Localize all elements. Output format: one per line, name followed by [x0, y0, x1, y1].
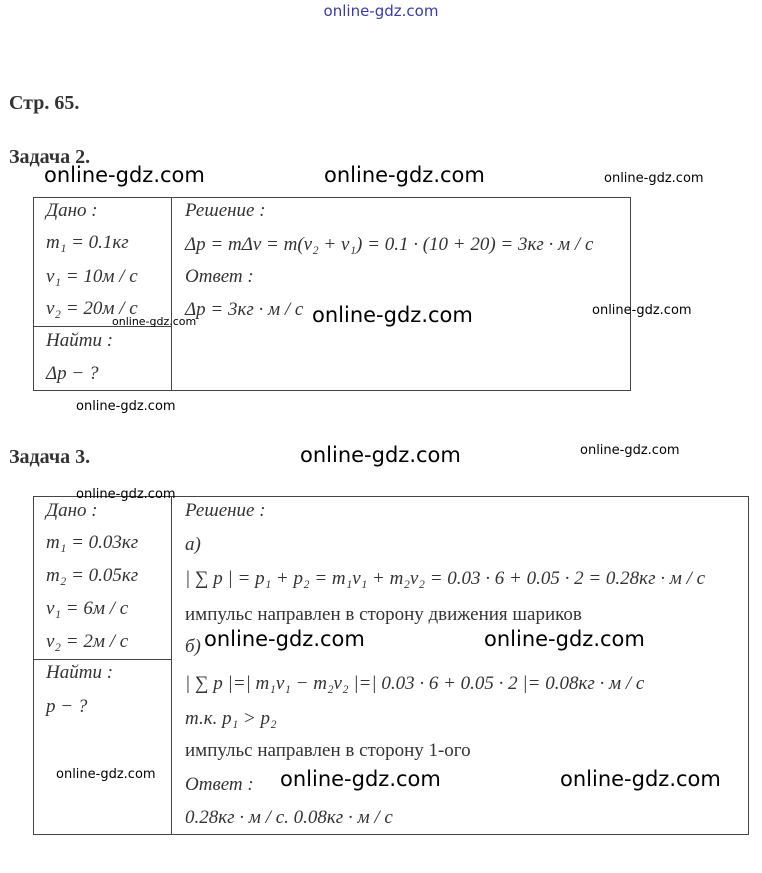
task3-answer: 0.28кг · м / с. 0.08кг · м / с: [185, 807, 393, 828]
task2-solution-formula: Δp = mΔv = m(v₂ + v₁) = 0.1 · (10 + 20) = 3кг · м / с: [185, 234, 594, 255]
watermark: online-gdz.com: [280, 767, 441, 791]
task3-given-label: Дано :: [46, 500, 98, 521]
watermark: online-gdz.com: [580, 443, 680, 458]
watermark: online-gdz.com: [560, 767, 721, 791]
task3-given-m2: m₂ = 0.05кг: [46, 565, 139, 586]
task2-heading: Задача 2.: [9, 146, 91, 168]
watermark: online-gdz.com: [76, 399, 176, 414]
watermark: online-gdz.com: [484, 627, 645, 651]
watermark: online-gdz.com: [56, 767, 156, 782]
task3-solution-label: Решение :: [185, 500, 266, 521]
task3-given-v1: v₁ = 6м / с: [46, 598, 129, 619]
task3-formula-a: | ∑ p | = p₁ + p₂ = m₁v₁ + m₂v₂ = 0.03 · 6 + 0.05 · 2 = 0.28кг · м / с: [185, 568, 706, 589]
task3-note-b: импульс направлен в сторону 1-ого: [185, 740, 471, 761]
task3-part-b: б): [185, 636, 201, 657]
task3-given-m1: m₁ = 0.03кг: [46, 532, 139, 553]
task2-find: Δp − ?: [46, 363, 99, 384]
task3-find: p − ?: [46, 696, 88, 717]
watermark: online-gdz.com: [312, 303, 473, 327]
watermark: online-gdz.com: [300, 443, 461, 467]
watermark: online-gdz.com: [76, 487, 176, 502]
watermark: online-gdz.com: [592, 303, 692, 318]
task2-given-m1: m₁ = 0.1кг: [46, 232, 129, 253]
task2-solution-label: Решение :: [185, 200, 266, 221]
task3-find-cell: [33, 659, 172, 835]
task3-note-a: импульс направлен в сторону движения шариков: [185, 604, 582, 625]
task3-heading: Задача 3.: [9, 446, 91, 468]
task2-find-label: Найти :: [46, 330, 114, 351]
page-label: Стр. 65.: [9, 92, 80, 114]
watermark: online-gdz.com: [604, 171, 704, 186]
task3-formula-b: | ∑ p |=| m₁v₁ − m₂v₂ |=| 0.03 · 6 + 0.05 · 2 |= 0.08кг · м / с: [185, 673, 645, 694]
task3-find-label: Найти :: [46, 662, 114, 683]
task2-answer-label: Ответ :: [185, 266, 254, 287]
task2-given-v1: v₁ = 10м / с: [46, 266, 138, 287]
watermark: online-gdz.com: [44, 163, 205, 187]
task3-condition-b: т.к. p₁ > p₂: [185, 708, 277, 729]
site-header-watermark: online-gdz.com: [323, 2, 439, 20]
task2-answer: Δp = 3кг · м / с: [185, 299, 304, 320]
watermark: online-gdz.com: [324, 163, 485, 187]
task3-part-a: а): [185, 534, 201, 555]
task3-given-v2: v₂ = 2м / с: [46, 631, 129, 652]
watermark: online-gdz.com: [112, 315, 197, 328]
task3-answer-label: Ответ :: [185, 774, 254, 795]
task2-given-v2: v₂ = 20м / с: [46, 298, 138, 319]
watermark: online-gdz.com: [204, 627, 365, 651]
task2-given-label: Дано :: [46, 200, 98, 221]
task2-solution-cell: [171, 197, 631, 391]
